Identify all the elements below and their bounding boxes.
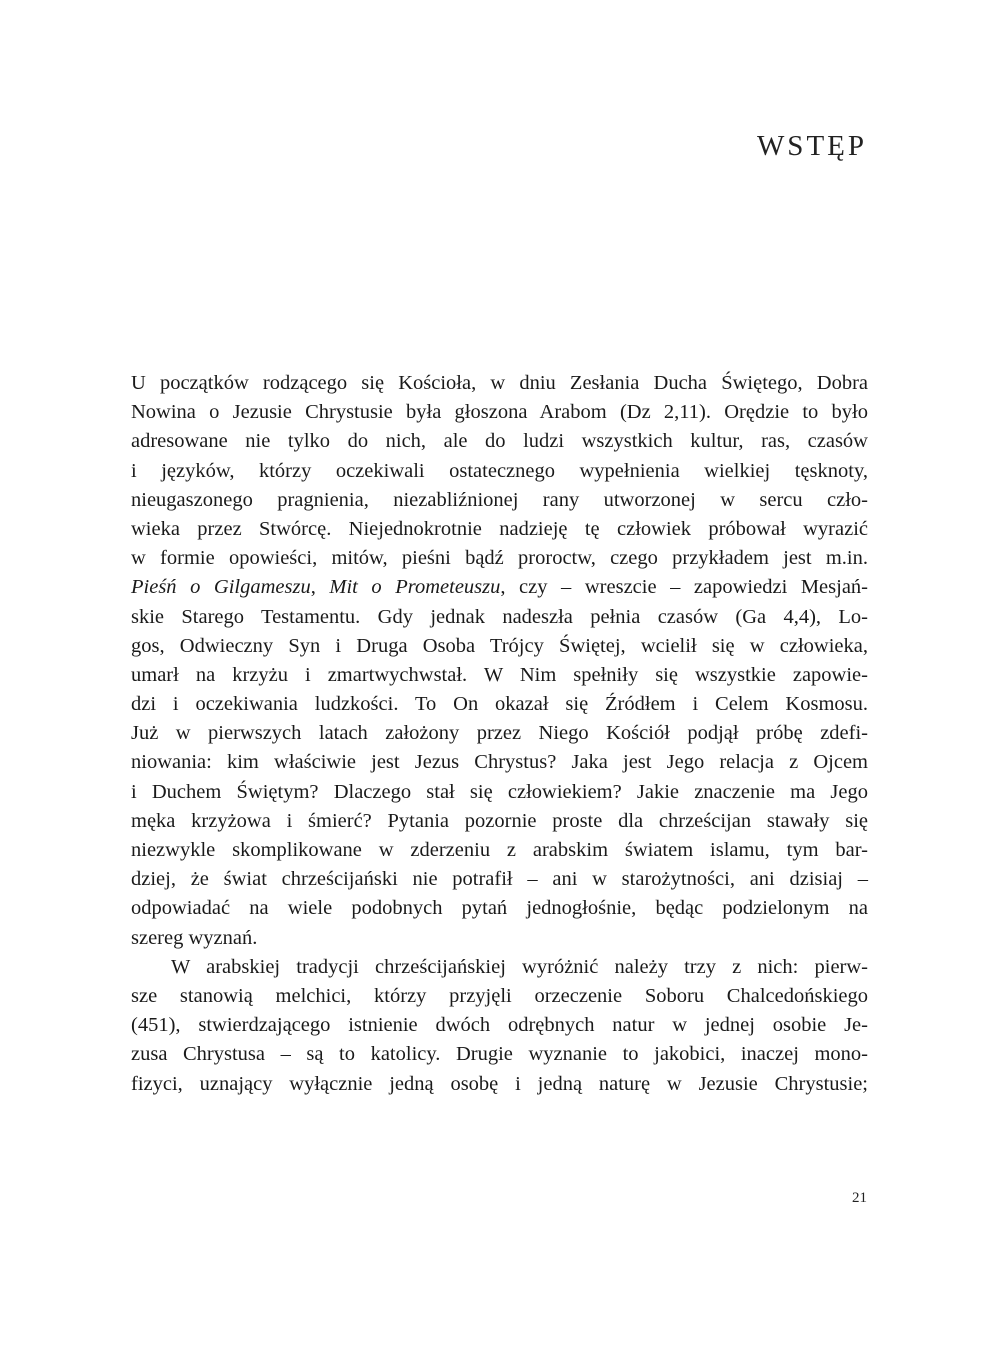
text-line-rest: , czy – wreszcie – zapowiedzi Mesjań- <box>500 576 868 599</box>
text-line: i Duchem Świętym? Dlaczego stał się człowiekiem? Jakie znaczenie ma Jego <box>131 780 868 803</box>
text-line: dzi i oczekiwania ludzkości. To On okazał się Źródłem i Celem Kosmosu. <box>131 693 868 716</box>
text-line: skie Starego Testamentu. Gdy jednak nadeszła pełnia czasów (Ga 4,4), Lo- <box>131 605 868 628</box>
text-line: gos, Odwieczny Syn i Druga Osoba Trójcy Świętej, wcielił się w człowieka, <box>131 634 868 657</box>
text-line: zusa Chrystusa – są to katolicy. Drugie wyznanie to jakobici, inaczej mono- <box>131 1043 868 1066</box>
text-line: W arabskiej tradycji chrześcijańskiej wyróżnić należy trzy z nich: pierw- <box>171 955 868 978</box>
page-number: 21 <box>852 1190 867 1206</box>
text-line: U początków rodzącego się Kościoła, w dniu Zesłania Ducha Świętego, Dobra <box>131 372 868 394</box>
text-line: w formie opowieści, mitów, pieśni bądź proroctw, czego przykładem jest m.in. <box>131 547 868 570</box>
body-text <box>131 369 868 1099</box>
text-line: szereg wyznań. <box>131 926 258 949</box>
chapter-title: WSTĘP <box>756 130 867 162</box>
text-line: Już w pierwszych latach założony przez Niego Kościół podjął próbę zdefi- <box>131 722 868 745</box>
text-line: wieka przez Stwórcę. Niejednokrotnie nadzieję tę człowiek próbował wyrazić <box>131 517 868 540</box>
text-line: męka krzyżowa i śmierć? Pytania pozornie proste dla chrześcijan stawały się <box>131 809 868 832</box>
text-line: nieugaszonego pragnienia, niezabliźnionej rany utworzonej w sercu czło- <box>131 488 868 511</box>
paragraph-2 <box>131 953 868 1099</box>
text-line: umarł na krzyżu i zmartwychwstał. W Nim spełniły się wszystkie zapowie- <box>131 663 868 686</box>
text-line: Nowina o Jezusie Chrystusie była głoszona Arabom (Dz 2,11). Orędzie to było <box>131 401 868 424</box>
text-line: (451), stwierdzającego istnienie dwóch odrębnych natur w jednej osobie Je- <box>131 1014 868 1037</box>
text-line: fizyci, uznający wyłącznie jedną osobę i jedną naturę w Jezusie Chrystusie; <box>131 1072 868 1095</box>
text-line: i języków, którzy oczekiwali ostatecznego wypełnienia wielkiej tęsknoty, <box>131 459 868 482</box>
paragraph-1 <box>131 369 868 953</box>
text-line-with-titles <box>131 573 868 602</box>
title-separator: , <box>310 576 330 599</box>
title-gilgamesz: Pieśń o Gilgameszu <box>131 576 311 599</box>
text-line: odpowiadać na wiele podobnych pytań jednogłośnie, będąc podzielonym na <box>131 897 868 920</box>
text-line: niowania: kim właściwie jest Jezus Chrystus? Jaka jest Jego relacja z Ojcem <box>131 751 868 774</box>
text-line: adresowane nie tylko do nich, ale do ludzi wszystkich kultur, ras, czasów <box>131 430 868 453</box>
title-prometeusz: Mit o Prometeuszu <box>329 576 501 599</box>
text-line: sze stanowią melchici, którzy przyjęli orzeczenie Soboru Chalcedońskiego <box>131 984 868 1007</box>
text-line: niezwykle skomplikowane w zderzeniu z arabskim światem islamu, tym bar- <box>131 839 868 861</box>
text-line: dziej, że świat chrześcijański nie potrafił – ani w starożytności, ani dzisiaj – <box>131 868 868 891</box>
